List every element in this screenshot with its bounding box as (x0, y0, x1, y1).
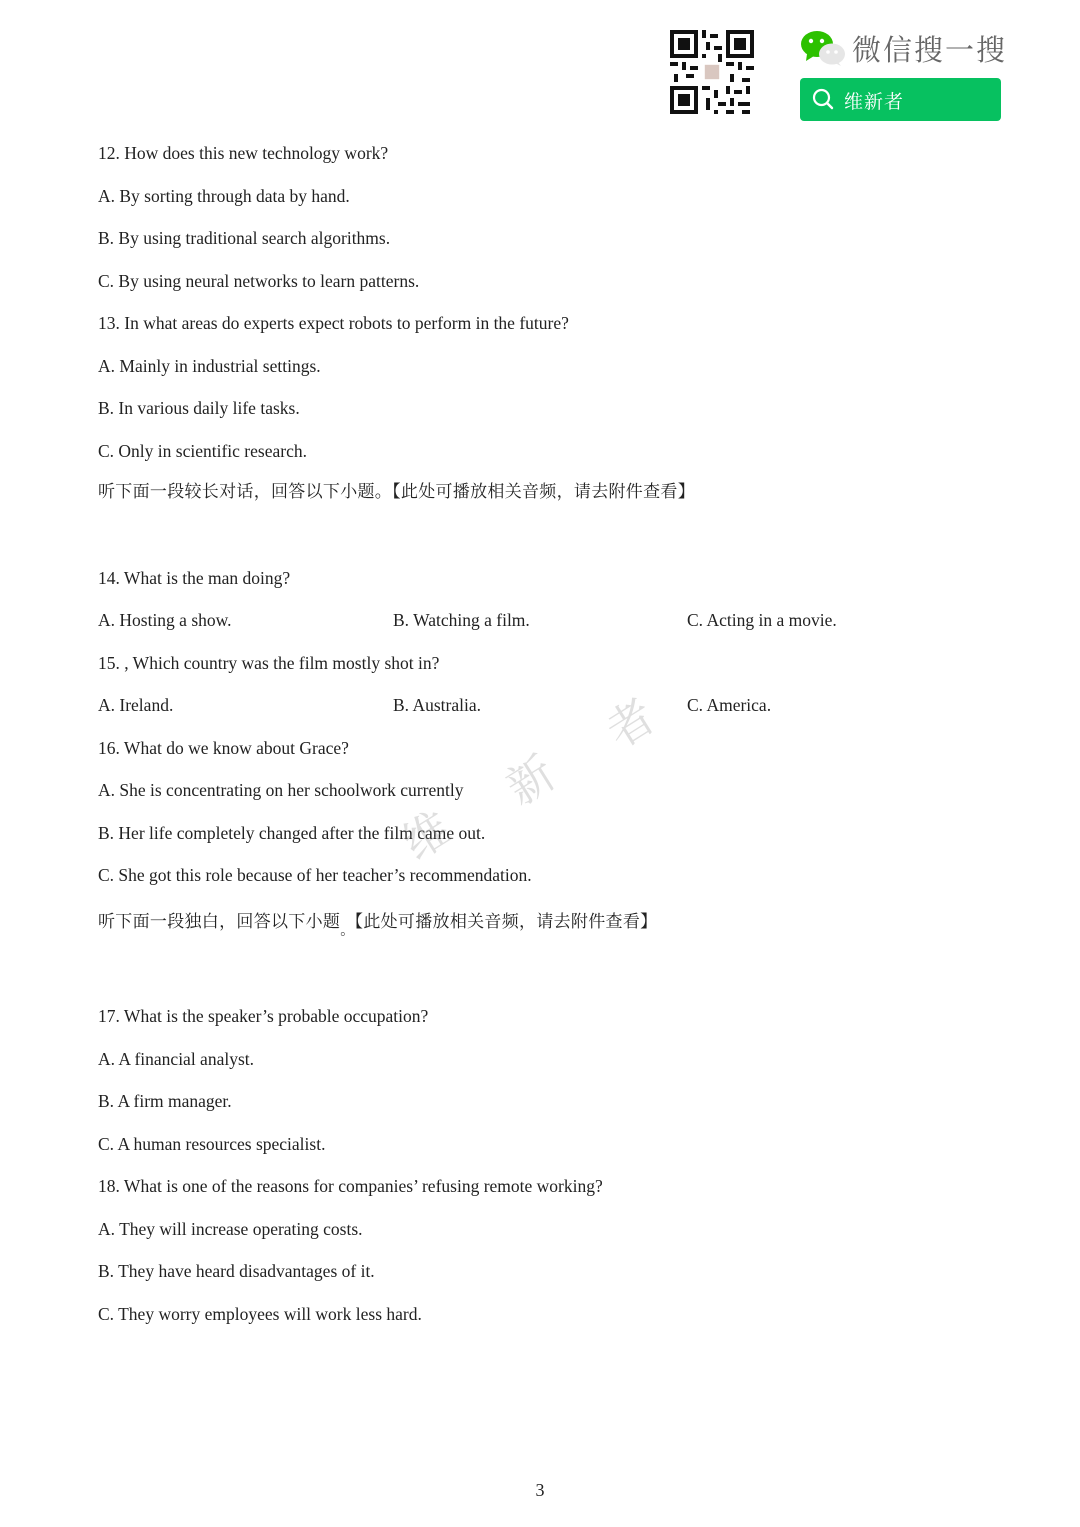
question-15-option-b: B. Australia. (393, 695, 481, 715)
question-14-option-c: C. Acting in a movie. (687, 610, 837, 630)
question-16-option-a: A. She is concentrating on her schoolwork currently (98, 780, 464, 800)
watermark-char-2: 新 (496, 745, 565, 816)
question-13-option-b: B. In various daily life tasks. (98, 398, 300, 418)
wechat-search-title: 微信搜一搜 (852, 33, 1008, 67)
question-13-stem: 13. In what areas do experts expect robots to perform in the future? (98, 313, 569, 333)
question-15-option-a: A. Ireland. (98, 695, 174, 715)
magnifier-icon (812, 88, 834, 110)
watermark-char-3: 者 (596, 688, 665, 759)
question-18-option-b: B. They have heard disadvantages of it. (98, 1261, 375, 1281)
watermark-char-1: 维 (392, 800, 461, 871)
qr-code-image (670, 30, 754, 114)
question-18-option-c: C. They worry employees will work less hard. (98, 1304, 422, 1324)
question-13-option-a: A. Mainly in industrial settings. (98, 356, 321, 376)
question-14-option-a: A. Hosting a show. (98, 610, 232, 630)
question-12-option-c: C. By using neural networks to learn patterns. (98, 271, 420, 291)
monologue-instruction-audio-note: 【此处可播放相关音频，请去附件查看】 (354, 912, 658, 932)
question-15-stem: 15. , Which country was the film mostly shot in? (98, 653, 440, 673)
monologue-instruction-text: 听下面一段独白，回答以下小题 (98, 912, 341, 932)
wechat-logo-icon (800, 30, 846, 66)
question-12-option-b: B. By using traditional search algorithms. (98, 228, 391, 248)
question-16-stem: 16. What do we know about Grace? (98, 738, 349, 758)
section-instruction-long-dialogue: 听下面一段较长对话，回答以下小题。【此处可播放相关音频，请去附件查看】 (98, 482, 695, 502)
monologue-instruction-period: 。 (340, 923, 355, 939)
question-15-option-c: C. America. (687, 695, 772, 715)
wechat-search-bar[interactable] (800, 78, 1001, 121)
question-13-option-c: C. Only in scientific research. (98, 441, 307, 461)
question-14-option-b: B. Watching a film. (393, 610, 530, 630)
question-17-option-c: C. A human resources specialist. (98, 1134, 326, 1154)
section-instruction-monologue (98, 911, 658, 939)
question-17-option-a: A. A financial analyst. (98, 1049, 255, 1069)
question-16-option-b: B. Her life completely changed after the film came out. (98, 823, 486, 843)
question-12-option-a: A. By sorting through data by hand. (98, 186, 350, 206)
question-18-stem: 18. What is one of the reasons for companies’ refusing remote working? (98, 1176, 603, 1196)
page-number: 3 (535, 1480, 545, 1500)
search-keyword: 维新者 (844, 91, 905, 113)
question-16-option-c: C. She got this role because of her teacher’s recommendation. (98, 865, 532, 885)
question-17-stem: 17. What is the speaker’s probable occupation? (98, 1006, 429, 1026)
question-14-stem: 14. What is the man doing? (98, 568, 291, 588)
question-18-option-a: A. They will increase operating costs. (98, 1219, 363, 1239)
question-12-stem: 12. How does this new technology work? (98, 143, 389, 163)
question-17-option-b: B. A firm manager. (98, 1091, 232, 1111)
